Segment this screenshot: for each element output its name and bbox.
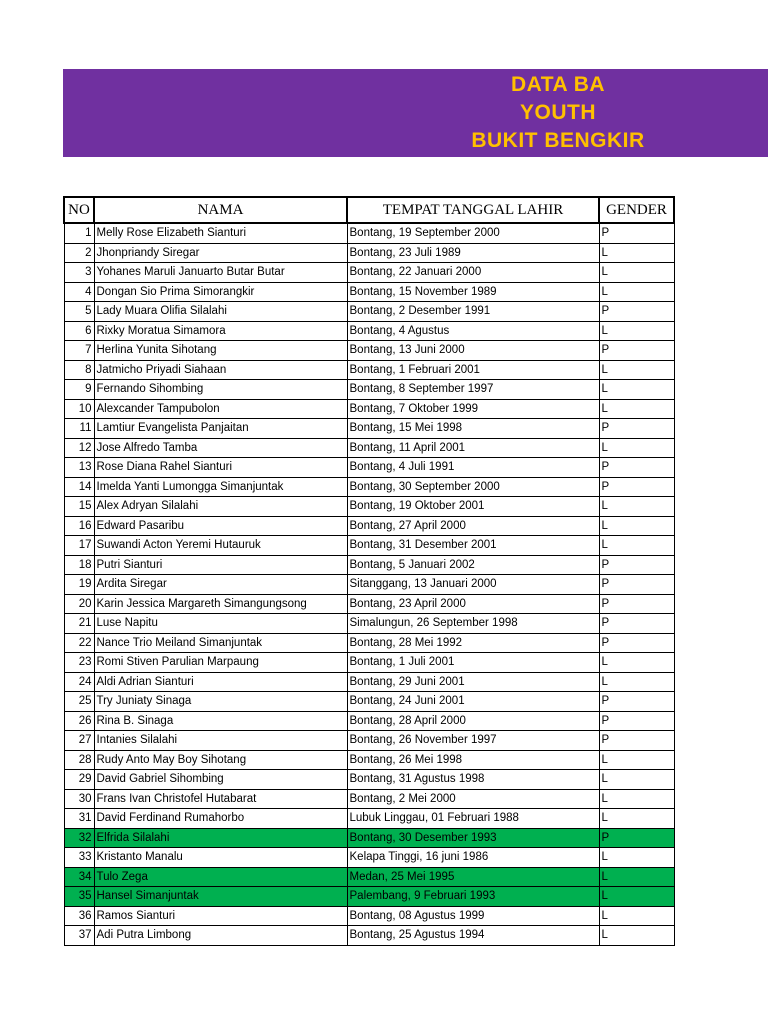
cell-nama[interactable]: Putri Sianturi [94, 555, 347, 575]
cell-no[interactable]: 8 [64, 360, 94, 380]
header-nama: NAMA [94, 197, 347, 223]
cell-no[interactable]: 2 [64, 243, 94, 263]
cell-ttl[interactable]: Bontang, 24 Juni 2001 [347, 692, 599, 712]
table-row[interactable] [64, 516, 674, 536]
title-banner [63, 69, 768, 157]
table-row[interactable] [64, 672, 674, 692]
cell-gender[interactable]: L [599, 848, 674, 868]
banner-title [148, 71, 768, 155]
cell-no[interactable]: 17 [64, 536, 94, 556]
cell-gender[interactable]: P [599, 692, 674, 712]
cell-nama[interactable]: Herlina Yunita Sihotang [94, 341, 347, 361]
cell-no[interactable]: 37 [64, 926, 94, 946]
table-row[interactable] [64, 575, 674, 595]
cell-gender[interactable]: L [599, 497, 674, 517]
cell-no[interactable]: 22 [64, 633, 94, 653]
cell-ttl[interactable]: Bontang, 1 Februari 2001 [347, 360, 599, 380]
table-row[interactable] [64, 477, 674, 497]
cell-no[interactable]: 34 [64, 867, 94, 887]
cell-no[interactable]: 29 [64, 770, 94, 790]
cell-ttl[interactable]: Bontang, 7 Oktober 1999 [347, 399, 599, 419]
cell-nama[interactable]: Dongan Sio Prima Simorangkir [94, 282, 347, 302]
cell-nama[interactable]: David Gabriel Sihombing [94, 770, 347, 790]
table-row[interactable] [64, 750, 674, 770]
cell-ttl[interactable]: Bontang, 23 April 2000 [347, 594, 599, 614]
table-row[interactable] [64, 906, 674, 926]
member-table [63, 196, 675, 946]
banner-line-3: BUKIT BENGKIR [471, 129, 645, 152]
cell-ttl[interactable]: Bontang, 27 April 2000 [347, 516, 599, 536]
cell-nama[interactable]: Romi Stiven Parulian Marpaung [94, 653, 347, 673]
cell-ttl[interactable]: Bontang, 28 Mei 1992 [347, 633, 599, 653]
cell-ttl[interactable]: Bontang, 22 Januari 2000 [347, 263, 599, 283]
table-row[interactable] [64, 789, 674, 809]
cell-gender[interactable]: L [599, 263, 674, 283]
cell-no[interactable]: 13 [64, 458, 94, 478]
cell-no[interactable]: 25 [64, 692, 94, 712]
table-row[interactable] [64, 828, 674, 848]
cell-nama[interactable]: Lady Muara Olifia Silalahi [94, 302, 347, 322]
cell-nama[interactable]: Nance Trio Meiland Simanjuntak [94, 633, 347, 653]
cell-ttl[interactable]: Bontang, 30 September 2000 [347, 477, 599, 497]
cell-ttl[interactable]: Bontang, 2 Desember 1991 [347, 302, 599, 322]
table-row[interactable] [64, 614, 674, 634]
cell-no[interactable]: 30 [64, 789, 94, 809]
cell-nama[interactable]: Frans Ivan Christofel Hutabarat [94, 789, 347, 809]
cell-ttl[interactable]: Bontang, 1 Juli 2001 [347, 653, 599, 673]
header-row [64, 197, 674, 223]
cell-gender[interactable]: P [599, 223, 674, 243]
cell-nama[interactable]: Ramos Sianturi [94, 906, 347, 926]
cell-nama[interactable]: Ardita Siregar [94, 575, 347, 595]
table-row[interactable] [64, 770, 674, 790]
table-row[interactable] [64, 497, 674, 517]
cell-gender[interactable]: L [599, 380, 674, 400]
cell-ttl[interactable]: Bontang, 28 April 2000 [347, 711, 599, 731]
cell-ttl[interactable]: Bontang, 19 Oktober 2001 [347, 497, 599, 517]
cell-no[interactable]: 19 [64, 575, 94, 595]
cell-ttl[interactable]: Bontang, 25 Agustus 1994 [347, 926, 599, 946]
cell-ttl[interactable]: Bontang, 29 Juni 2001 [347, 672, 599, 692]
cell-gender[interactable]: P [599, 458, 674, 478]
cell-no[interactable]: 31 [64, 809, 94, 829]
cell-gender[interactable]: L [599, 926, 674, 946]
cell-gender[interactable]: L [599, 399, 674, 419]
cell-gender[interactable]: L [599, 516, 674, 536]
table-row[interactable] [64, 555, 674, 575]
table-row[interactable] [64, 458, 674, 478]
cell-ttl[interactable]: Kelapa Tinggi, 16 juni 1986 [347, 848, 599, 868]
cell-gender[interactable]: P [599, 341, 674, 361]
cell-no[interactable]: 36 [64, 906, 94, 926]
cell-nama[interactable]: Melly Rose Elizabeth Sianturi [94, 223, 347, 243]
cell-no[interactable]: 11 [64, 419, 94, 439]
cell-nama[interactable]: Alexcander Tampubolon [94, 399, 347, 419]
table-row[interactable] [64, 380, 674, 400]
cell-no[interactable]: 23 [64, 653, 94, 673]
cell-ttl[interactable]: Bontang, 4 Agustus [347, 321, 599, 341]
table-body [64, 223, 674, 945]
cell-gender[interactable]: P [599, 477, 674, 497]
cell-gender[interactable]: L [599, 770, 674, 790]
cell-no[interactable]: 21 [64, 614, 94, 634]
cell-no[interactable]: 9 [64, 380, 94, 400]
cell-nama[interactable]: Rose Diana Rahel Sianturi [94, 458, 347, 478]
cell-no[interactable]: 4 [64, 282, 94, 302]
cell-nama[interactable]: Alex Adryan Silalahi [94, 497, 347, 517]
cell-no[interactable]: 3 [64, 263, 94, 283]
cell-no[interactable]: 12 [64, 438, 94, 458]
cell-no[interactable]: 27 [64, 731, 94, 751]
cell-no[interactable]: 20 [64, 594, 94, 614]
cell-nama[interactable]: Yohanes Maruli Januarto Butar Butar [94, 263, 347, 283]
table-row[interactable] [64, 731, 674, 751]
cell-gender[interactable]: P [599, 828, 674, 848]
table-row[interactable] [64, 633, 674, 653]
banner-line-2: YOUTH [520, 101, 596, 124]
cell-gender[interactable]: L [599, 360, 674, 380]
cell-nama[interactable]: Lamtiur Evangelista Panjaitan [94, 419, 347, 439]
cell-nama[interactable]: Jose Alfredo Tamba [94, 438, 347, 458]
cell-ttl[interactable]: Bontang, 15 Mei 1998 [347, 419, 599, 439]
banner-line-1: DATA BA [510, 73, 606, 96]
cell-gender[interactable]: P [599, 731, 674, 751]
cell-ttl[interactable]: Bontang, 19 September 2000 [347, 223, 599, 243]
cell-nama[interactable]: Fernando Sihombing [94, 380, 347, 400]
cell-ttl[interactable]: Bontang, 8 September 1997 [347, 380, 599, 400]
cell-nama[interactable]: Karin Jessica Margareth Simangungsong [94, 594, 347, 614]
header-ttl: TEMPAT TANGGAL LAHIR [347, 197, 599, 223]
cell-ttl[interactable]: Bontang, 31 Agustus 1998 [347, 770, 599, 790]
cell-no[interactable]: 26 [64, 711, 94, 731]
table-row[interactable] [64, 399, 674, 419]
cell-ttl[interactable]: Bontang, 11 April 2001 [347, 438, 599, 458]
cell-nama[interactable]: Try Juniaty Sinaga [94, 692, 347, 712]
cell-gender[interactable]: L [599, 321, 674, 341]
cell-nama[interactable]: Rudy Anto May Boy Sihotang [94, 750, 347, 770]
cell-nama[interactable]: Edward Pasaribu [94, 516, 347, 536]
cell-nama[interactable]: Aldi Adrian Sianturi [94, 672, 347, 692]
cell-gender[interactable]: P [599, 419, 674, 439]
cell-ttl[interactable]: Simalungun, 26 September 1998 [347, 614, 599, 634]
cell-no[interactable]: 33 [64, 848, 94, 868]
cell-nama[interactable]: Kristanto Manalu [94, 848, 347, 868]
cell-no[interactable]: 14 [64, 477, 94, 497]
table-row[interactable] [64, 653, 674, 673]
table-row[interactable] [64, 263, 674, 283]
table-row[interactable] [64, 848, 674, 868]
cell-gender[interactable]: P [599, 711, 674, 731]
cell-ttl[interactable]: Bontang, 5 Januari 2002 [347, 555, 599, 575]
cell-nama[interactable]: Rina B. Sinaga [94, 711, 347, 731]
table-row[interactable] [64, 341, 674, 361]
header-no: NO [64, 197, 94, 223]
cell-no[interactable]: 35 [64, 887, 94, 907]
cell-no[interactable]: 5 [64, 302, 94, 322]
cell-gender[interactable]: L [599, 789, 674, 809]
header-gender: GENDER [599, 197, 674, 223]
cell-ttl[interactable]: Bontang, 31 Desember 2001 [347, 536, 599, 556]
cell-no[interactable]: 28 [64, 750, 94, 770]
table-row[interactable] [64, 282, 674, 302]
cell-no[interactable]: 15 [64, 497, 94, 517]
cell-no[interactable]: 1 [64, 223, 94, 243]
cell-nama[interactable]: Adi Putra Limbong [94, 926, 347, 946]
table-row[interactable] [64, 867, 674, 887]
cell-gender[interactable]: L [599, 243, 674, 263]
cell-gender[interactable]: L [599, 438, 674, 458]
cell-gender[interactable]: L [599, 887, 674, 907]
cell-gender[interactable]: L [599, 282, 674, 302]
cell-ttl[interactable]: Bontang, 4 Juli 1991 [347, 458, 599, 478]
cell-no[interactable]: 6 [64, 321, 94, 341]
cell-ttl[interactable]: Bontang, 15 November 1989 [347, 282, 599, 302]
cell-nama[interactable]: Jhonpriandy Siregar [94, 243, 347, 263]
cell-gender[interactable]: L [599, 750, 674, 770]
cell-ttl[interactable]: Bontang, 2 Mei 2000 [347, 789, 599, 809]
cell-gender[interactable]: P [599, 302, 674, 322]
cell-nama[interactable]: Tulo Zega [94, 867, 347, 887]
cell-nama[interactable]: Elfrida Silalahi [94, 828, 347, 848]
cell-ttl[interactable]: Bontang, 26 Mei 1998 [347, 750, 599, 770]
cell-gender[interactable]: L [599, 906, 674, 926]
cell-no[interactable]: 18 [64, 555, 94, 575]
table-row[interactable] [64, 360, 674, 380]
cell-nama[interactable]: Hansel Simanjuntak [94, 887, 347, 907]
table-row[interactable] [64, 243, 674, 263]
cell-ttl[interactable]: Sitanggang, 13 Januari 2000 [347, 575, 599, 595]
table-row[interactable] [64, 536, 674, 556]
cell-gender[interactable]: L [599, 867, 674, 887]
cell-gender[interactable]: L [599, 672, 674, 692]
table-row[interactable] [64, 711, 674, 731]
table-row[interactable] [64, 438, 674, 458]
table-row[interactable] [64, 594, 674, 614]
cell-nama[interactable]: Jatmicho Priyadi Siahaan [94, 360, 347, 380]
cell-gender[interactable]: P [599, 633, 674, 653]
cell-gender[interactable]: L [599, 536, 674, 556]
cell-ttl[interactable]: Bontang, 30 Desember 1993 [347, 828, 599, 848]
cell-no[interactable]: 32 [64, 828, 94, 848]
table-row[interactable] [64, 887, 674, 907]
cell-no[interactable]: 7 [64, 341, 94, 361]
cell-ttl[interactable]: Bontang, 08 Agustus 1999 [347, 906, 599, 926]
cell-ttl[interactable]: Palembang, 9 Februari 1993 [347, 887, 599, 907]
table-row[interactable] [64, 926, 674, 946]
table-row[interactable] [64, 692, 674, 712]
cell-no[interactable]: 16 [64, 516, 94, 536]
table-row[interactable] [64, 809, 674, 829]
cell-nama[interactable]: Rixky Moratua Simamora [94, 321, 347, 341]
cell-ttl[interactable]: Medan, 25 Mei 1995 [347, 867, 599, 887]
cell-ttl[interactable]: Bontang, 13 Juni 2000 [347, 341, 599, 361]
cell-nama[interactable]: David Ferdinand Rumahorbo [94, 809, 347, 829]
cell-gender[interactable]: P [599, 594, 674, 614]
cell-gender[interactable]: P [599, 555, 674, 575]
table-row[interactable] [64, 321, 674, 341]
cell-gender[interactable]: P [599, 575, 674, 595]
cell-gender[interactable]: L [599, 653, 674, 673]
cell-no[interactable]: 24 [64, 672, 94, 692]
table-row[interactable] [64, 223, 674, 243]
cell-gender[interactable]: L [599, 809, 674, 829]
cell-gender[interactable]: P [599, 614, 674, 634]
cell-nama[interactable]: Suwandi Acton Yeremi Hutauruk [94, 536, 347, 556]
table-row[interactable] [64, 419, 674, 439]
cell-no[interactable]: 10 [64, 399, 94, 419]
cell-ttl[interactable]: Bontang, 23 Juli 1989 [347, 243, 599, 263]
cell-nama[interactable]: Intanies Silalahi [94, 731, 347, 751]
table-row[interactable] [64, 302, 674, 322]
cell-nama[interactable]: Luse Napitu [94, 614, 347, 634]
cell-nama[interactable]: Imelda Yanti Lumongga Simanjuntak [94, 477, 347, 497]
cell-ttl[interactable]: Bontang, 26 November 1997 [347, 731, 599, 751]
cell-ttl[interactable]: Lubuk Linggau, 01 Februari 1988 [347, 809, 599, 829]
